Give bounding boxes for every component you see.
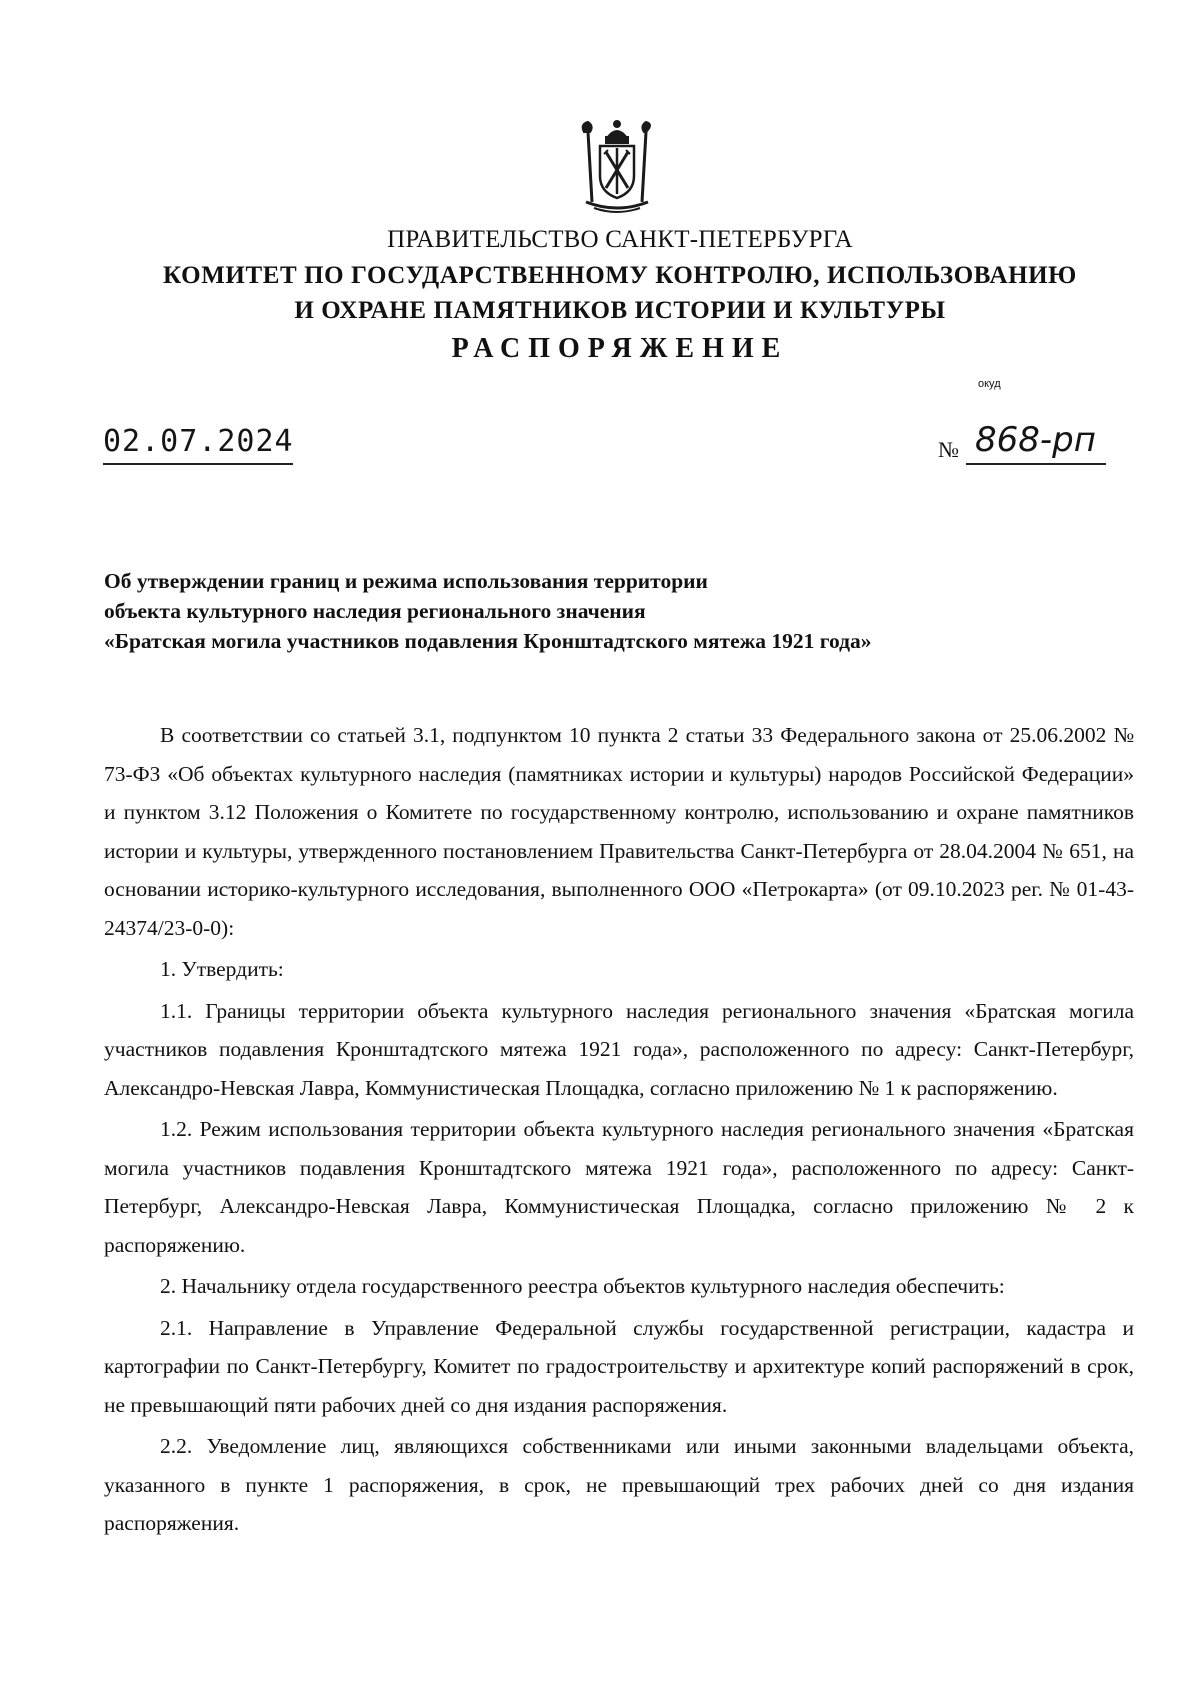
committee-name-line2: И ОХРАНЕ ПАМЯТНИКОВ ИСТОРИИ И КУЛЬТУРЫ xyxy=(294,297,946,324)
item-2: 2. Начальнику отдела государственного реестра объектов культурного наследия обеспечить: xyxy=(160,1274,1005,1298)
subject-line: Об утверждении границ и режима использования территории xyxy=(104,569,708,593)
subject-line: «Братская могила участников подавления Кронштадтского мятежа 1921 года» xyxy=(104,629,872,653)
number-underline xyxy=(966,463,1106,465)
item-2-2: 2.2. Уведомление лиц, являющихся собственниками или иными законными владельцами объекта, указанного в пункте 1 распоряжения, в срок, не превышающий трех рабочих дней со дня издания распоряжения. xyxy=(104,1434,1134,1535)
document-body xyxy=(104,716,1134,1543)
saint-petersburg-coat-of-arms-icon xyxy=(576,118,658,216)
government-name: ПРАВИТЕЛЬСТВО САНКТ-ПЕТЕРБУРГА xyxy=(387,226,853,253)
item-1: 1. Утвердить: xyxy=(160,957,284,981)
subject-line: объекта культурного наследия регионального значения xyxy=(104,599,646,623)
item-1-2: 1.2. Режим использования территории объекта культурного наследия регионального значения «Братская могила участников подавления Кронштадтского мятежа 1921 года», расположенного по адресу: Санкт-Петербург, Александро-Невская Лавра, Коммунистическая Площадка, согласно приложению № 2 к распоряжению. xyxy=(104,1117,1134,1257)
intro-paragraph: В соответствии со статьей 3.1, подпунктом 10 пункта 2 статьи 33 Федерального закона от 25.06.2002 № 73-ФЗ «Об объектах культурного наследия (памятниках истории и культуры) народов Российской Федерации» и пунктом 3.12 Положения о Комитете по государственному контролю, использованию и охране памятников истории и культуры, утвержденного постановлением Правительства Санкт-Петербурга от 28.04.2004 № 651, на основании историко-культурного исследования, выполненного ООО «Петрокарта» (от 09.10.2023 рег. № 01-43-24374/23-0-0): xyxy=(104,723,1134,940)
document-subject xyxy=(104,566,1004,656)
number-label: № xyxy=(938,437,959,462)
item-2-1: 2.1. Направление в Управление Федеральной службы государственной регистрации, кадастра и картографии по Санкт-Петербургу, Комитет по градостроительству и архитектуре копий распоряжений в срок, не превышающий пяти рабочих дней со дня издания распоряжения. xyxy=(104,1315,1134,1417)
date-underline xyxy=(103,463,293,465)
item-1-1: 1.1. Границы территории объекта культурного наследия регионального значения «Братская могила участников подавления Кронштадтского мятежа 1921 года», расположенного по адресу: Санкт-Петербург, Александро-Невская Лавра, Коммунистическая Площадка, согласно приложению № 1 к распоряжению. xyxy=(104,998,1134,1100)
committee-name-line1: КОМИТЕТ ПО ГОСУДАРСТВЕННОМУ КОНТРОЛЮ, ИСПОЛЬЗОВАНИЮ xyxy=(163,262,1077,289)
document-number: 868-рп xyxy=(975,420,1096,460)
document-type: РАСПОРЯЖЕНИЕ xyxy=(451,333,789,364)
document-date: 02.07.2024 xyxy=(103,424,294,459)
okud-label: окуд xyxy=(978,378,1001,390)
